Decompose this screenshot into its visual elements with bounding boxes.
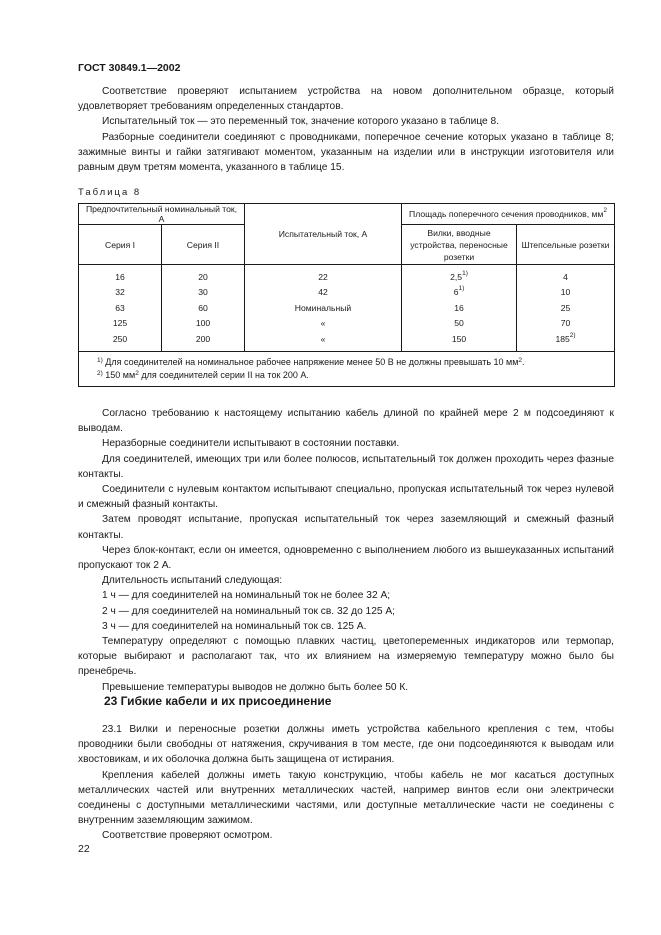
cell: 22 — [245, 265, 402, 285]
cell: « — [245, 316, 402, 332]
cell: 63 — [79, 300, 162, 316]
cell: Номинальный — [245, 300, 402, 316]
paragraph: 3 ч — для соединителей на номинальный ток св. 125 А. — [102, 620, 367, 632]
footnote-1: $^{1)}$ Для соединителей на номинальное рабочее напряжение менее 50 В не должны превышать 10 $мм^2$. — [97, 356, 525, 367]
table-caption: Таблица 8 — [78, 187, 142, 198]
cell: « — [245, 331, 402, 351]
paragraph: Согласно требованию к настоящему испытанию кабель длиной по крайней мере 2 м подсоединяют к выводам. — [78, 408, 614, 435]
cell: 150 — [402, 331, 517, 351]
cell: 70 — [517, 316, 615, 332]
paragraph: Соединители с нулевым контактом испытывают специально, пропуская испытательный ток через нулевой и смежный фазный контакты. — [78, 484, 614, 511]
header-sockets: Штепсельные розетки — [517, 225, 615, 265]
cell: 32 — [79, 285, 162, 301]
cell: 50 — [402, 316, 517, 332]
paragraph: Соответствие проверяют осмотром. — [102, 830, 273, 842]
header-plugs: Вилки, вводные устройства, переносные розетки — [402, 225, 517, 265]
cell: 2,5$^{1)}$ — [402, 265, 517, 285]
paragraph: Испытательный ток — это переменный ток, значение которого указано в таблице 8. — [102, 116, 500, 128]
section-paragraphs — [78, 722, 614, 844]
header-series-1: Серия I — [79, 225, 162, 265]
header-series-2: Серия II — [162, 225, 245, 265]
test-paragraphs — [78, 406, 614, 695]
paragraph: Разборные соединители соединяют с проводниками, поперечное сечение которых указано в таблице 8; зажимные винты и гайки затягивают моментом, указанным на изделии или в инструкции изготовителя или равным двум третям момента, указанного в таблице 15. — [78, 131, 614, 174]
paragraph: Затем проводят испытание, пропуская испытательный ток через заземляющий и смежный фазный контакты. — [78, 514, 614, 541]
cell: 100 — [162, 316, 245, 332]
cell: 250 — [79, 331, 162, 351]
intro-paragraphs — [78, 84, 614, 175]
paragraph: Через блок-контакт, если он имеется, одновременно с выполнением любого из вышеуказанных испытаний пропускают ток 2 А. — [78, 544, 614, 572]
cell: 60 — [162, 300, 245, 316]
header-test-current: Испытательный ток, А — [245, 204, 402, 265]
header-preferred-current: Предпочтительный номинальный ток, А — [79, 204, 245, 225]
cell: 16 — [402, 300, 517, 316]
cell: 16 — [79, 265, 162, 285]
paragraph: Крепления кабелей должны иметь такую конструкцию, чтобы кабель не мог касаться доступных металлических частей или внутренних металлических частей, например винтов если они электрически соединены с доступными металлическими частями, или доступные металлические части не соединены с внутренним заземляющим зажимом. — [78, 769, 614, 827]
cell: 25 — [517, 300, 615, 316]
paragraph: Неразборные соединители испытывают в состоянии поставки. — [102, 438, 400, 450]
header-cross-section: Площадь поперечного сечения проводников, $мм^2$ — [402, 204, 615, 225]
cell: 10 — [517, 285, 615, 301]
paragraph: Соответствие проверяют испытанием устройства на новом дополнительном образце, который удовлетворяет требованиям определенных стандартов. — [78, 86, 614, 113]
paragraph: Длительность испытаний следующая: — [102, 575, 283, 587]
footnote-2: $^{2)}$ 150 $мм^2$ для соединителей серии II на ток 200 А. — [97, 369, 309, 380]
paragraph: Превышение температуры выводов не должно быть более 50 К. — [102, 681, 409, 693]
document-header: ГОСТ 30849.1—2002 — [78, 62, 181, 74]
paragraph: 2 ч — для соединителей на номинальный ток св. 32 до 125 А; — [102, 605, 396, 617]
cell: 20 — [162, 265, 245, 285]
paragraph: 1 ч — для соединителей на номинальный ток не более 32 А; — [102, 590, 391, 602]
page-number: 22 — [78, 843, 90, 855]
paragraph: Для соединителей, имеющих три или более полюсов, испытательный ток должен проходить через фазные контакты. — [78, 453, 614, 480]
cell: 42 — [245, 285, 402, 301]
paragraph: 23.1 Вилки и переносные розетки должны иметь устройства кабельного крепления с тем, чтобы проводники были свободны от натяжения, скручивания в том месте, где они подсоединяются к выводам или хвостовикам, и их оболочка должна быть защищена от истирания. — [78, 724, 614, 766]
table-footnotes — [79, 351, 615, 386]
cell: 200 — [162, 331, 245, 351]
cell: 125 — [79, 316, 162, 332]
cell: 6$^{1)}$ — [402, 285, 517, 301]
cell: 30 — [162, 285, 245, 301]
section-title: 23 Гибкие кабели и их присоединение — [104, 694, 332, 708]
cell: 4 — [517, 265, 615, 285]
table-8 — [78, 203, 615, 387]
paragraph: Температуру определяют с помощью плавких частиц, цветопеременных индикаторов или термопар, которые выбирают и располагают так, что их влиянием на измеряемую температуру можно было бы пренебречь. — [78, 636, 614, 678]
cell: 185$^{2)}$ — [517, 331, 615, 351]
